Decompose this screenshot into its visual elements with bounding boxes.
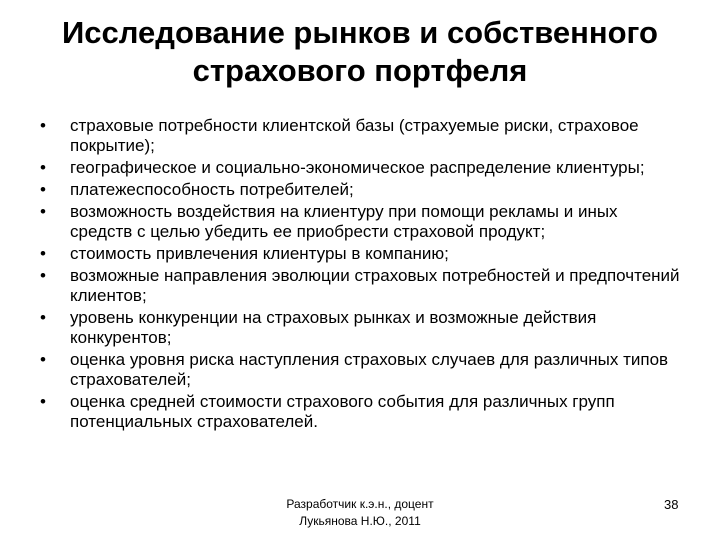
bullet-dot-icon: • bbox=[40, 158, 46, 177]
bullet-dot-icon: • bbox=[40, 350, 46, 369]
bullet-text: возможность воздействия на клиентуру при помощи рекламы и иных средств с целью убедить ее приобрести страховой продукт; bbox=[70, 202, 618, 241]
bullet-dot-icon: • bbox=[40, 180, 46, 199]
bullet-dot-icon: • bbox=[40, 116, 46, 135]
bullet-text: уровень конкуренции на страховых рынках и возможные действия конкурентов; bbox=[70, 308, 597, 347]
bullet-text: географическое и социально-экономическое распределение клиентуры; bbox=[70, 158, 645, 177]
footer-author-line-2: Лукьянова Н.Ю., 2011 bbox=[299, 514, 421, 528]
bullet-item bbox=[40, 350, 680, 390]
bullet-text: оценка средней стоимости страхового события для различных групп потенциальных страхователей. bbox=[70, 392, 615, 431]
bullet-list bbox=[40, 116, 680, 434]
bullet-item bbox=[40, 180, 680, 200]
bullet-dot-icon: • bbox=[40, 266, 46, 285]
bullet-item bbox=[40, 392, 680, 432]
bullet-item bbox=[40, 116, 680, 156]
slide-title-line-1: Исследование рынков и собственного bbox=[62, 15, 658, 50]
footer-author bbox=[250, 496, 470, 530]
bullet-dot-icon: • bbox=[40, 202, 46, 221]
page-number: 38 bbox=[664, 497, 679, 512]
bullet-dot-icon: • bbox=[40, 392, 46, 411]
bullet-text: стоимость привлечения клиентуры в компанию; bbox=[70, 244, 449, 263]
bullet-item bbox=[40, 244, 680, 264]
bullet-text: возможные направления эволюции страховых потребностей и предпочтений клиентов; bbox=[70, 266, 680, 305]
bullet-text: оценка уровня риска наступления страховых случаев для различных типов страхователей; bbox=[70, 350, 669, 389]
bullet-dot-icon: • bbox=[40, 244, 46, 263]
bullet-dot-icon: • bbox=[40, 308, 46, 327]
slide-title bbox=[0, 14, 720, 90]
footer-author-line-1: Разработчик к.э.н., доцент bbox=[286, 497, 434, 511]
bullet-item bbox=[40, 158, 680, 178]
slide-title-line-2: страхового портфеля bbox=[192, 53, 528, 88]
bullet-item bbox=[40, 202, 680, 242]
bullet-text: платежеспособность потребителей; bbox=[70, 180, 354, 199]
bullet-item bbox=[40, 308, 680, 348]
bullet-text: страховые потребности клиентской базы (страхуемые риски, страховое покрытие); bbox=[70, 116, 639, 155]
bullet-item bbox=[40, 266, 680, 306]
